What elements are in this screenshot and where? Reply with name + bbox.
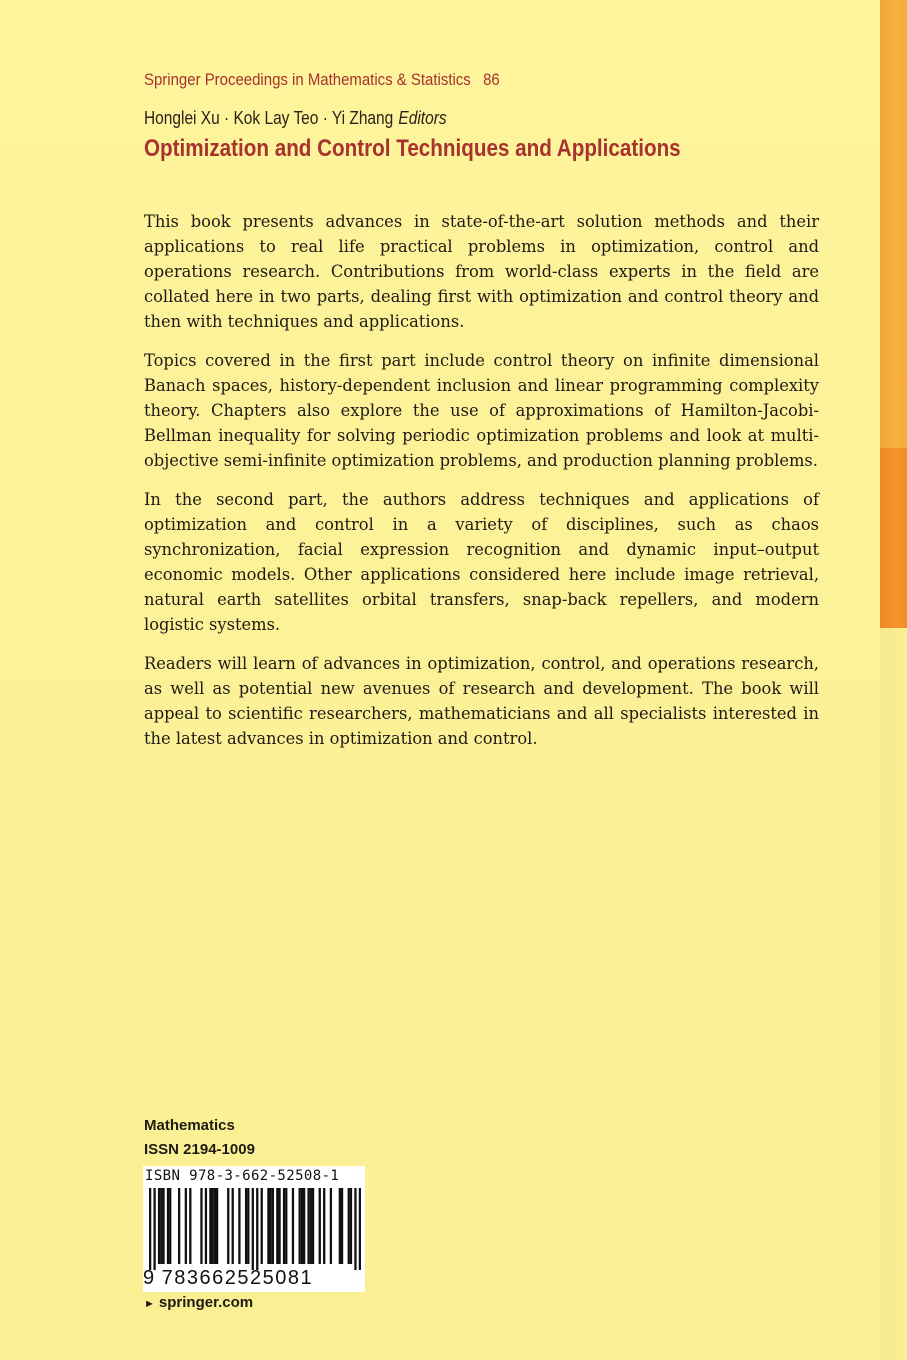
barcode-bar xyxy=(200,1188,202,1264)
description-paragraph-2: Topics covered in the first part include control theory on infinite dimensional Banach spaces, history-dependent inclusion and linear programming complexity theory. Chapters also explore the use of approximations of Hamilton-Jacobi-Bellman inequality for solving periodic optimization problems and look at multi-objective semi-infinite optimization problems, and production planning problems. xyxy=(144,351,819,470)
issn-label: ISSN 2194-1009 xyxy=(144,1141,255,1158)
subject-block xyxy=(144,1114,255,1162)
barcode-bar xyxy=(216,1188,218,1264)
barcode-bar xyxy=(278,1188,280,1264)
barcode-bar xyxy=(214,1188,216,1264)
barcode-bar xyxy=(209,1188,211,1264)
barcode-bar xyxy=(211,1188,213,1264)
arrow-right-icon: ► xyxy=(144,1298,155,1310)
editor-role: Editors xyxy=(398,108,447,128)
barcode-number: 783662525081 xyxy=(161,1267,314,1289)
barcode-bar xyxy=(303,1188,305,1264)
barcode-bar xyxy=(169,1188,171,1264)
book-title: Optimization and Control Techniques and Applications xyxy=(144,135,681,162)
subject-label: Mathematics xyxy=(144,1117,235,1134)
barcode-bar xyxy=(158,1188,160,1264)
barcode-bar xyxy=(299,1188,301,1264)
barcode-bar xyxy=(167,1188,169,1264)
barcode-bar xyxy=(153,1188,155,1270)
barcode-bar xyxy=(330,1188,332,1264)
barcode-first-digit: 9 xyxy=(143,1267,156,1289)
barcode-bar xyxy=(178,1188,180,1264)
description-paragraph-1: This book presents advances in state-of-the-art solution methods and their applications to real life practical problems in optimization, control and operations research. Contributions from world-class experts in the field are collated here in two parts, dealing first with optimization and control theory and then with techniques and applications. xyxy=(144,212,819,331)
barcode-bar xyxy=(205,1188,207,1264)
barcode-bar xyxy=(270,1188,272,1264)
barcode-bar xyxy=(189,1188,191,1264)
series-volume: 86 xyxy=(483,70,500,89)
isbn-text: ISBN 978-3-662-52508-1 xyxy=(145,1168,340,1184)
barcode-bar xyxy=(341,1188,343,1264)
description-paragraph-3: In the second part, the authors address techniques and applications of optimization and control in a variety of disciplines, such as chaos synchronization, facial expression recognition and dynamic input–output economic models. Other applications considered here include image retrieval, natural earth satellites orbital transfers, snap-back repellers, and modern logistic systems. xyxy=(144,490,819,634)
website-url[interactable]: springer.com xyxy=(158,1294,254,1311)
barcode-digits xyxy=(143,1267,365,1290)
editor-names: Honglei Xu · Kok Lay Teo · Yi Zhang xyxy=(144,108,394,128)
barcode-bar xyxy=(354,1188,356,1270)
description-paragraph-4: Readers will learn of advances in optimization, control, and operations research, as well as potential new avenues of research and development. The book will appeal to scientific researchers, mathematicians and all specialists interested in the latest advances in optimization and control. xyxy=(144,654,819,748)
barcode-bar xyxy=(162,1188,164,1264)
barcode-bar xyxy=(267,1188,269,1264)
barcode-bar xyxy=(319,1188,321,1264)
barcode-bar xyxy=(310,1188,312,1264)
barcode-bar xyxy=(312,1188,314,1264)
barcode-bar xyxy=(160,1188,162,1264)
spine-strip-rest xyxy=(880,628,907,1360)
barcode-bar xyxy=(272,1188,274,1264)
spine-strip-lower xyxy=(880,448,907,628)
barcode-bar xyxy=(359,1188,361,1270)
barcode-bar xyxy=(256,1188,258,1270)
book-description xyxy=(144,209,819,765)
publisher-website[interactable] xyxy=(144,1294,253,1311)
barcode-bar xyxy=(283,1188,285,1264)
barcode-bars xyxy=(149,1188,361,1270)
series-line xyxy=(144,70,500,90)
barcode-bar xyxy=(301,1188,303,1264)
editors-line xyxy=(144,108,447,129)
barcode-bar xyxy=(292,1188,294,1264)
barcode-bar xyxy=(149,1188,151,1270)
barcode-bar xyxy=(285,1188,287,1264)
series-name: Springer Proceedings in Mathematics & Statistics xyxy=(144,70,471,89)
barcode-bar xyxy=(261,1188,263,1264)
barcode-bar xyxy=(350,1188,352,1264)
isbn-barcode xyxy=(143,1166,365,1292)
barcode-bar xyxy=(276,1188,278,1264)
barcode-bar xyxy=(348,1188,350,1264)
spine-strip-upper xyxy=(880,0,907,448)
barcode-bar xyxy=(247,1188,249,1264)
barcode-bar xyxy=(339,1188,341,1264)
barcode-bar xyxy=(252,1188,254,1270)
barcode-bar xyxy=(307,1188,309,1264)
barcode-bar xyxy=(245,1188,247,1264)
barcode-bar xyxy=(227,1188,229,1264)
barcode-bar xyxy=(232,1188,234,1264)
barcode-bar xyxy=(323,1188,325,1264)
barcode-bar xyxy=(185,1188,187,1264)
barcode-bar xyxy=(238,1188,240,1264)
